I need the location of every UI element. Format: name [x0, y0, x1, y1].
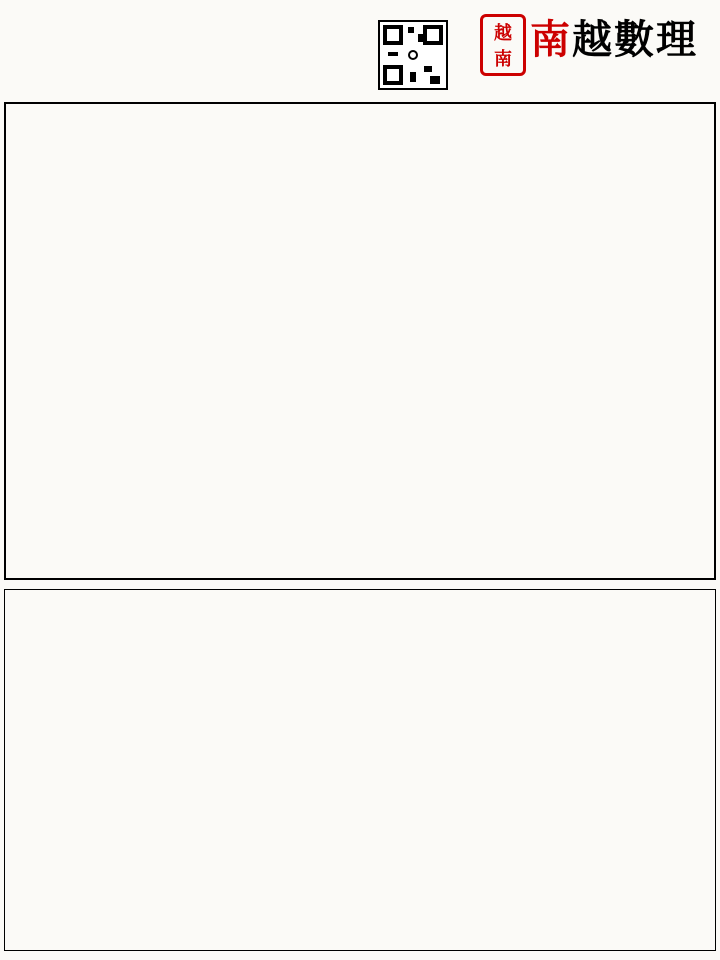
- chart-grid: [4, 102, 716, 580]
- seal-stamp-icon: 越 南: [480, 14, 526, 76]
- header: [0, 0, 720, 100]
- brand-logo: 南越數理: [530, 16, 698, 63]
- yearly-table: [4, 589, 716, 951]
- qr-code-icon: [378, 20, 448, 90]
